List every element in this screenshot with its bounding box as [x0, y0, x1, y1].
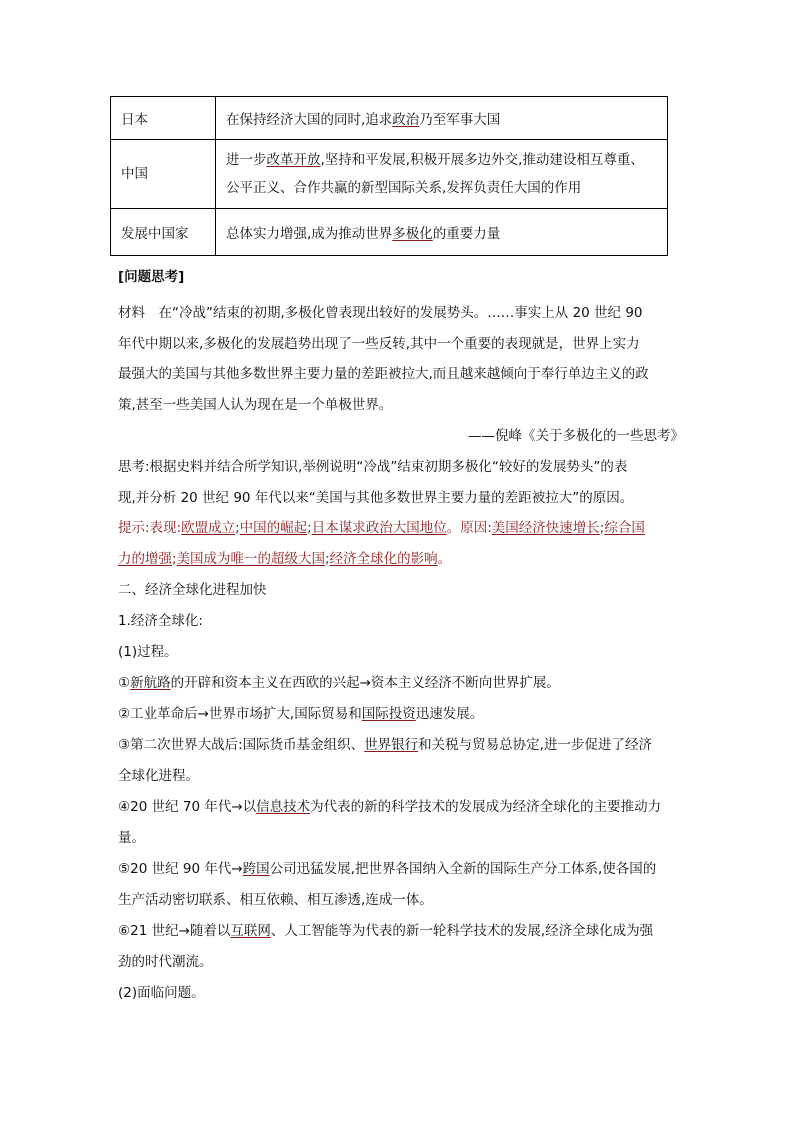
row-content: 总体实力增强,成为推动世界多极化的重要力量 — [216, 209, 668, 256]
row-content: 进一步改革开放,坚持和平发展,积极开展多边外交,推动建设相互尊重、 公平正义、合作共赢的新型国际关系,发挥负责任大国的作用 — [216, 140, 668, 209]
point-title: (2)面临问题。 — [118, 985, 205, 1001]
list-item: ②工业革命后→世界市场扩大,国际贸易和国际投资迅速发展。 — [118, 706, 484, 722]
row-label: 日本 — [111, 97, 216, 140]
row-content: 在保持经济大国的同时,追求政治乃至军事大国 — [216, 97, 668, 140]
table-row — [111, 209, 668, 256]
table-row — [111, 140, 668, 209]
source-citation: ——倪峰《关于多极化的一些思考》 — [468, 428, 684, 444]
material-line: 年代中期以来,多极化的发展趋势出现了一些反转,其中一个重要的表现就是，世界上实力 — [118, 336, 640, 352]
list-item-continued: 生产活动密切联系、相互依赖、相互渗透,连成一体。 — [118, 892, 433, 908]
list-item: ③第二次世界大战后:国际货币基金组织、世界银行和关税与贸易总协定,进一步促进了经济 — [118, 737, 652, 753]
list-item: ④20 世纪 70 年代→以信息技术为代表的新的科学技术的发展成为经济全球化的主要推动力 — [118, 799, 662, 815]
row-label: 中国 — [111, 140, 216, 209]
think-line: 思考:根据史料并结合所学知识,举例说明“冷战”结束初期多极化“较好的发展势头”的表 — [118, 459, 628, 475]
list-item: ⑥21 世纪→随着以互联网、人工智能等为代表的新一轮科学技术的发展,经济全球化成为强 — [118, 923, 654, 939]
material-line: 材料 在“冷战”结束的初期,多极化曾表现出较好的发展势头。……事实上从 20 世纪 90 — [118, 305, 643, 321]
list-item-continued: 全球化进程。 — [118, 768, 199, 784]
think-line: 现,并分析 20 世纪 90 年代以来“美国与其他多数世界主要力量的差距被拉大”的原因。 — [118, 490, 634, 506]
hint-line: 力的增强;美国成为唯一的超级大国;经济全球化的影响。 — [118, 551, 452, 567]
material-line: 策,甚至一些美国人认为现在是一个单极世界。 — [118, 397, 393, 413]
list-item-continued: 量。 — [118, 830, 145, 846]
list-item: ⑤20 世纪 90 年代→跨国公司迅猛发展,把世界各国纳入全新的国际生产分工体系,使各国的 — [118, 861, 657, 877]
list-item-continued: 劲的时代潮流。 — [118, 954, 213, 970]
hint-line: 提示:表现:欧盟成立;中国的崛起;日本谋求政治大国地位。原因:美国经济快速增长;综合国 — [118, 520, 645, 536]
material-line: 最强大的美国与其他多数世界主要力量的差距被拉大,而且越来越倾向于奉行单边主义的政 — [118, 366, 649, 382]
section-title: 二、经济全球化进程加快 — [118, 582, 267, 598]
list-item: ①新航路的开辟和资本主义在西欧的兴起→资本主义经济不断向世界扩展。 — [118, 675, 560, 691]
point-title: (1)过程。 — [118, 644, 178, 660]
table-row — [111, 97, 668, 140]
question-heading: [问题思考] — [118, 269, 185, 285]
subsection-title: 1.经济全球化: — [118, 613, 203, 629]
countries-table — [110, 96, 668, 256]
row-label: 发展中国家 — [111, 209, 216, 256]
